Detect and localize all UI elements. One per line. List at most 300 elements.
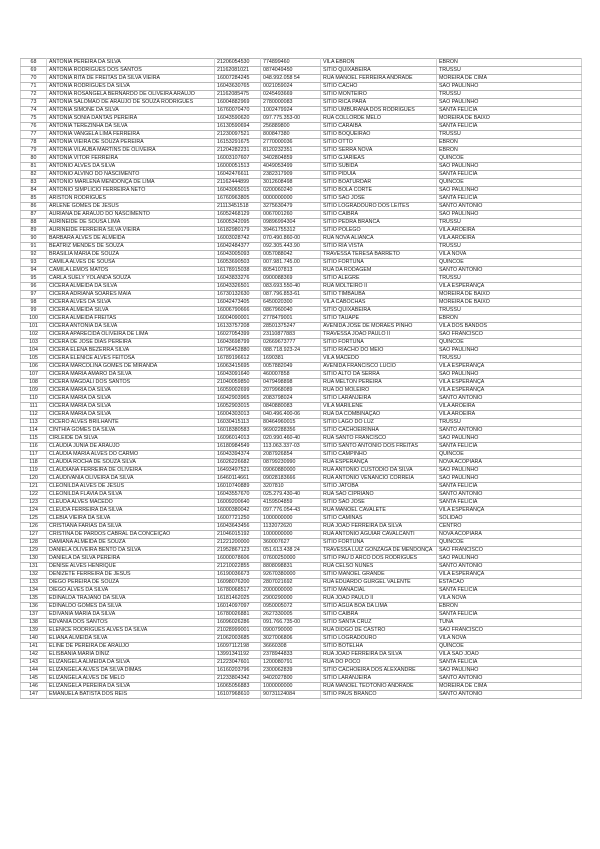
row-number-cell: 115 [21,435,47,443]
phone-cell: 96902288356 [261,427,321,435]
name-cell: CICERA MARIA DA SILVA [47,387,215,395]
row-number-cell: 107 [21,371,47,379]
name-cell: CICERA MARIA DA SILVA [47,395,215,403]
locality-cell: SANTA FELICIA [437,171,582,179]
document-cell: 16042473405 [215,299,261,307]
phone-cell: 4049053499 [261,163,321,171]
phone-cell: 4159504859 [261,499,321,507]
locality-cell: MOREIRA DE CIMA [437,75,582,83]
table-row [21,411,582,419]
registry-table-body [21,59,582,699]
phone-cell: 040.496.400-06 [261,411,321,419]
document-cell: 16007284245 [215,75,261,83]
name-cell: ELIZANGELA PEREIRA DA SILVA [47,683,215,691]
name-cell: ANTONIO SIMPLICIO FERREIRA NETO [47,187,215,195]
phone-cell: 091.766.735-00 [261,619,321,627]
locality-cell: SÃO PAULINHO [437,99,582,107]
row-number-cell: 144 [21,667,47,675]
phone-cell: 2000000000 [261,587,321,595]
table-row [21,203,582,211]
table-row [21,195,582,203]
row-number-cell: 70 [21,75,47,83]
table-row [21,675,582,683]
locality-cell: MOREIRA DE BAIXO [437,299,582,307]
phone-cell: 02669673777 [261,339,321,347]
phone-cell: 09896994304 [261,219,321,227]
phone-cell: 0021059024 [261,83,321,91]
name-cell: EDVANIA DOS SANTOS [47,619,215,627]
locality-cell: VILA ESPERANÇA [437,387,582,395]
row-number-cell: 103 [21,339,47,347]
locality-cell: NOVA ACOPIARA [437,531,582,539]
name-cell: CICERA MAGDALI DOS SANTOS [47,379,215,387]
row-number-cell: 127 [21,531,47,539]
phone-cell: 2378944833 [261,651,321,659]
phone-cell: 007.981.745.00 [261,259,321,267]
address-cell: VILA MACEDO [321,355,437,363]
row-number-cell: 89 [21,227,47,235]
row-number-cell: 110 [21,395,47,403]
table-row [21,587,582,595]
address-cell: RUA JOAO FERREIRA DA SILVA [321,523,437,531]
name-cell: EDINALDA TRAJANO DA SILVA [47,595,215,603]
document-cell: 16042484377 [215,243,261,251]
document-cell: 16043590620 [215,115,261,123]
address-cell: SITIO ALEGRE [321,275,437,283]
phone-cell: 08799230990 [261,459,321,467]
name-cell: ELIZANGELA ALMEIDA DA SILVA [47,659,215,667]
row-number-cell: 100 [21,315,47,323]
address-cell: SITIO QUIXABEIRA [321,307,437,315]
row-number-cell: 119 [21,467,47,475]
address-cell: SITIO GJARIEAS [321,155,437,163]
row-number-cell: 106 [21,363,47,371]
phone-cell: 092.305.443.90 [261,243,321,251]
locality-cell: VILA AROEIRA [437,411,582,419]
table-row [21,427,582,435]
table-row [21,499,582,507]
locality-cell: SANTO ANTONIO [437,491,582,499]
table-row [21,251,582,259]
table-row [21,563,582,571]
table-row [21,291,582,299]
table-row [21,331,582,339]
row-number-cell: 71 [21,83,47,91]
address-cell: TRAVESSA TERESA BARRETO [321,251,437,259]
row-number-cell: 108 [21,379,47,387]
phone-cell: 256889800 [261,123,321,131]
address-cell: RUA JOAO PAULO II [321,595,437,603]
name-cell: CICERO ALVES BRILHANTE [47,419,215,427]
document-cell: 16004882969 [215,99,261,107]
locality-cell: SÃO PAULINHO [437,371,582,379]
document-cell: 16065056883 [215,683,261,691]
address-cell: RUA CELSO NUNES [321,563,437,571]
document-cell: 16181462025 [215,595,261,603]
phone-cell: 020.990.460-40 [261,435,321,443]
name-cell: CICERA ELENA BEZERRA SILVA [47,347,215,355]
locality-cell: SANTA FELICIA [437,499,582,507]
table-row [21,227,582,235]
name-cell: DANIELA DA SILVA PEREIRA [47,555,215,563]
document-cell: 21952867123 [215,547,261,555]
table-row [21,219,582,227]
document-cell: 21233804342 [215,675,261,683]
locality-cell: SÃO PAULINHO [437,555,582,563]
name-cell: EMANUELA BATISTA DOS REIS [47,691,215,699]
table-row [21,627,582,635]
locality-cell: MOREIRA DE BAIXO [437,291,582,299]
address-cell: SITIO CAIBRA [321,211,437,219]
locality-cell: SÃO PAULINHO [437,211,582,219]
table-row [21,547,582,555]
locality-cell: TRUSSU [437,243,582,251]
table-row [21,611,582,619]
row-number-cell: 83 [21,179,47,187]
phone-cell: 6450020300 [261,299,321,307]
name-cell: ANTONIA SALOMAO DE ARAUJO DE SOUZA RODRIGUES [47,99,215,107]
table-row [21,259,582,267]
row-number-cell: 117 [21,451,47,459]
name-cell: ANTONIA RITA DE FREITAS DA SILVA VIEIRA [47,75,215,83]
locality-cell: SÃO FRANCISCO [437,331,582,339]
locality-cell: EBRON [437,315,582,323]
address-cell: SITIO CAMINAS [321,515,437,523]
table-row [21,147,582,155]
table-row [21,603,582,611]
row-number-cell: 85 [21,195,47,203]
table-row [21,691,582,699]
phone-cell: 80464960015 [261,419,321,427]
phone-cell: 07600250000 [261,555,321,563]
table-row [21,539,582,547]
name-cell: BEATRIZ MENDES DE SOUZA [47,243,215,251]
phone-cell: 1000000000 [261,515,321,523]
locality-cell: SANTO ANTONIO [437,203,582,211]
row-number-cell: 137 [21,611,47,619]
document-cell: 16003107607 [215,155,261,163]
row-number-cell: 140 [21,635,47,643]
name-cell: ELIZANGELA ALVES DA SILVA DIMAS [47,667,215,675]
address-cell: SITIO PIDUIA [321,171,437,179]
phone-cell: 048.992.058 54 [261,75,321,83]
row-number-cell: 84 [21,187,47,195]
name-cell: ANTONIA VIEIRA DE SOUZA PEREIRA [47,139,215,147]
locality-cell: SANTA FELICIA [437,195,582,203]
address-cell: SITIO AGUA BOA DA LIMA [321,603,437,611]
row-number-cell: 94 [21,267,47,275]
address-cell: VILA MARILENE [321,403,437,411]
row-number-cell: 86 [21,203,47,211]
locality-cell: QUINCOE [437,339,582,347]
address-cell: SITIO BOLA CORTE [321,187,437,195]
locality-cell: SANTA FELICIA [437,483,582,491]
document-cell: 16133757208 [215,323,261,331]
document-cell: 16043394374 [215,451,261,459]
phone-cell: 2807021692 [261,579,321,587]
table-row [21,435,582,443]
address-cell: SITIO FORTUNA [321,339,437,347]
phone-cell: 1000000000 [261,683,321,691]
phone-cell: 0245493669 [261,91,321,99]
locality-cell: QUINCOE [437,259,582,267]
locality-cell: SANTO ANTONIO [437,427,582,435]
locality-cell: TRUSSU [437,307,582,315]
document-cell: 16000380042 [215,507,261,515]
address-cell: SITIO MONTEIRO [321,91,437,99]
phone-cell: 460007858 [261,371,321,379]
name-cell: AURIANA DE ARAUJO DO NASCIMENTO [47,211,215,219]
address-cell: SITIO SAO JOSE [321,195,437,203]
locality-cell: MOREIRA DE BAIXO [437,115,582,123]
phone-cell: 2778479001 [261,315,321,323]
address-cell: RUA EDUARDO GURGEL VALENTE [321,579,437,587]
locality-cell: SANTO ANTONIO [437,395,582,403]
row-number-cell: 102 [21,331,47,339]
document-cell: 16160203796 [215,667,261,675]
locality-cell: SANTO ANTONIO [437,563,582,571]
address-cell: VILA CABOCHAS [321,299,437,307]
table-row [21,307,582,315]
locality-cell: SÃO FRANCISCO [437,627,582,635]
locality-cell: SÃO PAULINHO [437,467,582,475]
table-row [21,299,582,307]
table-row [21,123,582,131]
row-number-cell: 116 [21,443,47,451]
locality-cell: EBRON [437,147,582,155]
table-row [21,107,582,115]
name-cell: ANTONIO MARLENA MENDONÇA DE LIMA [47,179,215,187]
row-number-cell: 132 [21,571,47,579]
locality-cell: CENTRO [437,523,582,531]
phone-cell: 0900088369 [261,275,321,283]
address-cell: VILA EBRON [321,59,437,67]
row-number-cell: 92 [21,251,47,259]
locality-cell: EBRON [437,603,582,611]
name-cell: ELISBANIA MARIA DINIZ [47,651,215,659]
name-cell: CICERA ELENICE ALVES FEITOSA [47,355,215,363]
row-number-cell: 96 [21,283,47,291]
phone-cell: 1000000000 [261,531,321,539]
address-cell: SITIO CAIBRA [321,611,437,619]
name-cell: EDIVANIA MARIA DA SILVA [47,611,215,619]
name-cell: CICERA ALVES DA SILVA [47,299,215,307]
row-number-cell: 77 [21,131,47,139]
table-row [21,515,582,523]
name-cell: AURINEIDE DE SOUSA LIMA [47,219,215,227]
table-row [21,379,582,387]
document-cell: 16043630765 [215,83,261,91]
locality-cell: VILA DOS BANDOS [437,323,582,331]
row-number-cell: 118 [21,459,47,467]
document-cell: 16053690503 [215,259,261,267]
locality-cell: VILA ESPERANÇA [437,571,582,579]
document-cell: 16493497521 [215,467,261,475]
document-cell: 16780068517 [215,587,261,595]
address-cell: RUA JOAO FERREIRA DA SILVA [321,651,437,659]
phone-cell: 800847380 [261,131,321,139]
row-number-cell: 90 [21,235,47,243]
row-number-cell: 142 [21,651,47,659]
document-cell: 16043833276 [215,275,261,283]
document-cell: 16018380583 [215,427,261,435]
phone-cell: 025.279.430-40 [261,491,321,499]
row-number-cell: 113 [21,419,47,427]
locality-cell: VILA ESPERANÇA [437,507,582,515]
table-row [21,395,582,403]
row-number-cell: 76 [21,123,47,131]
name-cell: CICERA MARIA DA SILVA [47,403,215,411]
table-row [21,275,582,283]
phone-cell: 087.796.853-61 [261,291,321,299]
name-cell: ARLENE GOMES DE JESUS [47,203,215,211]
document-cell: 16042903965 [215,395,261,403]
document-cell: 16180984549 [215,443,261,451]
table-row [21,339,582,347]
table-row [21,163,582,171]
locality-cell: SÃO PAULINHO [437,667,582,675]
document-cell: 21204282231 [215,147,261,155]
name-cell: CRISTIANA FARIAS DA SILVA [47,523,215,531]
phone-cell: 2780000083 [261,99,321,107]
address-cell: RUA SANTO FRANCISCO [321,435,437,443]
name-cell: CICERA ALMEIDA SILVA [47,307,215,315]
table-row [21,179,582,187]
address-cell: AVENIDA FRANCISCO LUCIO [321,363,437,371]
locality-cell: SANTA FELICIA [437,587,582,595]
document-cell: 16043326501 [215,283,261,291]
table-row [21,371,582,379]
table-row [21,683,582,691]
row-number-cell: 131 [21,563,47,571]
locality-cell: TUNA [437,619,582,627]
phone-cell: 0950005072 [261,603,321,611]
table-row [21,475,582,483]
row-number-cell: 82 [21,171,47,179]
name-cell: BRASILIA MARIA DE SOUZA [47,251,215,259]
phone-cell: 8054107813 [261,267,321,275]
name-cell: CRISTINA DE PARDOS CABRAL DA CONCEIÇÃO [47,531,215,539]
name-cell: DENIZETE FERREIRA DE JESUS [47,571,215,579]
table-row [21,187,582,195]
row-number-cell: 105 [21,355,47,363]
document-cell: 16760963805 [215,195,261,203]
phone-cell: 28501375247 [261,323,321,331]
table-row [21,635,582,643]
name-cell: CIRLEIDE DA SILVA [47,435,215,443]
name-cell: CLAUDIANA FERREIRA DE OLIVEIRA [47,467,215,475]
locality-cell: SÃO FRANCISCO [437,547,582,555]
name-cell: ANTONIA RODRIGUES DA SILVA [47,83,215,91]
locality-cell: SÃO PAULINHO [437,347,582,355]
row-number-cell: 74 [21,107,47,115]
address-cell: TRAVESSA LUIZ GONZAGA DE MENDONÇA [321,547,437,555]
phone-cell: 088.718.923-24 [261,347,321,355]
phone-cell: 2083798024 [261,395,321,403]
locality-cell: TRUSSU [437,67,582,75]
document-cell: 21230097521 [215,131,261,139]
address-cell: RUA ESPERANÇA [321,459,437,467]
document-cell: 21210022855 [215,563,261,571]
locality-cell: EBRON [437,59,582,67]
phone-cell: 3275630479 [261,203,321,211]
address-cell: SITIO MANOEL GRANDE [321,571,437,579]
name-cell: CLAUDIA MARIA ALVES DO CARMO [47,451,215,459]
table-row [21,211,582,219]
phone-cell: 1690381 [261,355,321,363]
locality-cell: TRUSSU [437,419,582,427]
table-row [21,531,582,539]
locality-cell: QUINCOE [437,451,582,459]
name-cell: ANTONIA TEREZINHA DA SILVA [47,123,215,131]
table-row [21,459,582,467]
name-cell: CLEONILDA ALVES DE JESUS [47,483,215,491]
phone-cell: 1002479924 [261,107,321,115]
table-row [21,443,582,451]
document-cell: 16004303013 [215,411,261,419]
address-cell: SITIO UMBURANA DOS RODRIGUES [321,107,437,115]
name-cell: DIEGO PEREIRA DE SOUZA [47,579,215,587]
document-cell: 16730132630 [215,291,261,299]
document-cell: 16796452880 [215,347,261,355]
address-cell: RUA NOVA ALIANCA [321,235,437,243]
row-number-cell: 81 [21,163,47,171]
table-row [21,491,582,499]
locality-cell: VILA ESPERANÇA [437,379,582,387]
row-number-cell: 135 [21,595,47,603]
name-cell: CICERA ANTONIA DA SILVA [47,323,215,331]
document-cell: 16780026881 [215,611,261,619]
locality-cell: VILA ESPERANÇA [437,363,582,371]
row-number-cell: 101 [21,323,47,331]
name-cell: CICERA DE JOSE DIAS PEREIRA [47,339,215,347]
table-row [21,243,582,251]
document-cell: 16460114661 [215,475,261,483]
name-cell: DIEGO ALVES DA SILVA [47,587,215,595]
document-cell: 21162081021 [215,67,261,75]
phone-cell: 774899460 [261,59,321,67]
locality-cell: VILA NOVA [437,635,582,643]
table-row [21,403,582,411]
address-cell: SITIO PEDRA BRANCA [321,219,437,227]
address-cell: RUA ANTONIO CUSTODIO DA SILVA [321,467,437,475]
row-number-cell: 139 [21,627,47,635]
address-cell: RUA DA RODAGEM [321,267,437,275]
table-row [21,643,582,651]
address-cell: SITIO LOGRADOURO [321,635,437,643]
name-cell: ANTONIA VILAUBA MARTINS DE OLIVEIRA [47,147,215,155]
address-cell: SITIO CACHOEIRINHA [321,427,437,435]
table-row [21,171,582,179]
row-number-cell: 143 [21,659,47,667]
address-cell: SITIO SANTO ANTONIO DOS FREITAS [321,443,437,451]
locality-cell: TRUSSU [437,131,582,139]
locality-cell: QUINCOE [437,179,582,187]
document-cell: 16190036673 [215,571,261,579]
locality-cell: TRUSSU [437,275,582,283]
name-cell: ARISTON RODRIGUES [47,195,215,203]
address-cell: SITIO CARAIBA [321,123,437,131]
table-row [21,555,582,563]
name-cell: CICERA ADRIANA SOARES MAIA [47,291,215,299]
document-cell: 16042476611 [215,171,261,179]
document-cell: 21062003685 [215,635,261,643]
name-cell: ANTONIA PEREIRA DA SILVA [47,59,215,67]
locality-cell: SANTA FELICIA [437,611,582,619]
phone-cell: 3402804859 [261,155,321,163]
row-number-cell: 73 [21,99,47,107]
locality-cell: QUINCOE [437,155,582,163]
